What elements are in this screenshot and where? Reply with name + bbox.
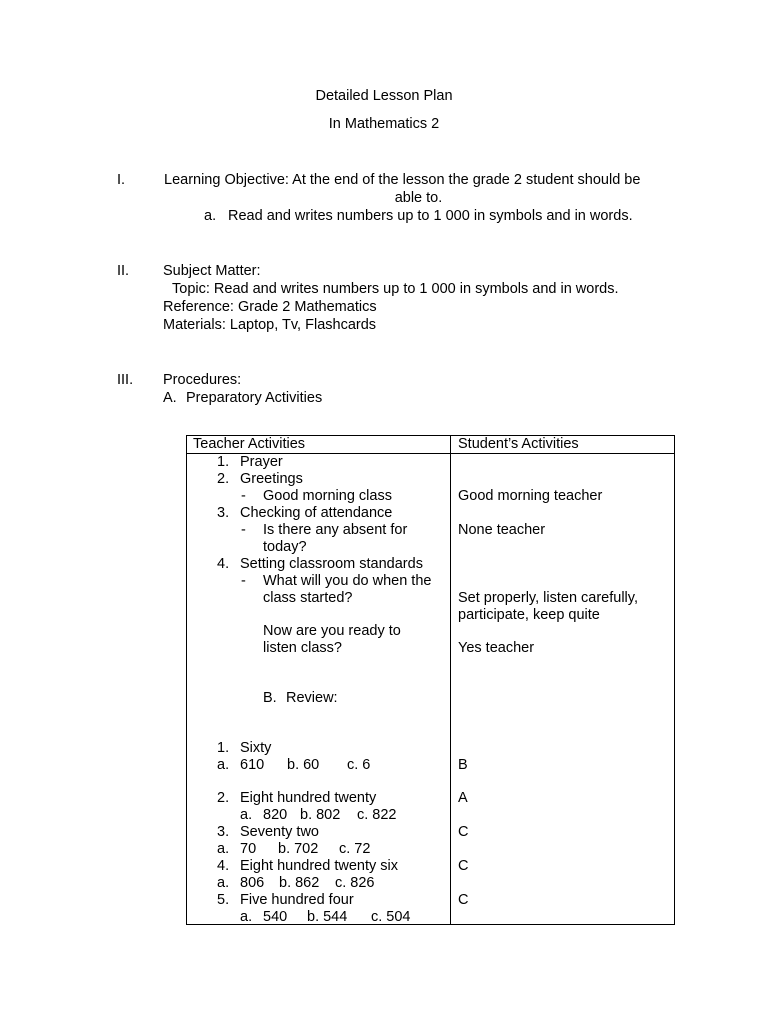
student-answer-1: B <box>458 757 468 773</box>
subject-numeral: II. <box>117 263 130 279</box>
table-body-row <box>187 454 675 925</box>
teacher-absent-line-2: today? <box>263 539 307 555</box>
list-number: 4. <box>217 556 230 572</box>
subject-reference: Reference: Grade 2 Mathematics <box>163 299 377 315</box>
procedures-numeral: III. <box>117 372 134 388</box>
procedures-heading: Procedures: <box>163 372 242 388</box>
student-activities-cell <box>451 454 675 925</box>
student-answer-2: A <box>458 790 468 806</box>
question-number: 1. <box>217 740 230 756</box>
question-text: Eight hundred twenty six <box>240 858 398 874</box>
table-header-teacher: Teacher Activities <box>187 436 451 454</box>
choice-c: c. 822 <box>357 807 397 823</box>
choice-b: b. 862 <box>279 875 320 891</box>
choice-marker: a. <box>240 909 253 925</box>
choice-marker: a. <box>217 841 230 857</box>
choice-c: c. 72 <box>339 841 371 857</box>
student-standards-line-1: Set properly, listen carefully, <box>458 590 638 606</box>
question-number: 2. <box>217 790 230 806</box>
question-number: 4. <box>217 858 230 874</box>
choice-a: 70 <box>240 841 257 857</box>
teacher-activities-cell <box>187 454 451 925</box>
objective-item-text: Read and writes numbers up to 1 000 in symbols and in words. <box>228 208 633 224</box>
objective-line-2: able to. <box>394 190 443 206</box>
choice-b: b. 544 <box>307 909 348 925</box>
activity-standards: Setting classroom standards <box>240 556 423 572</box>
question-number: 5. <box>217 892 230 908</box>
subject-materials: Materials: Laptop, Tv, Flashcards <box>163 317 377 333</box>
teacher-what-line-2: class started? <box>263 590 353 606</box>
subject-heading: Subject Matter: <box>163 263 261 279</box>
dash-bullet: - <box>241 522 246 538</box>
question-text: Five hundred four <box>240 892 354 908</box>
choice-a: 806 <box>240 875 265 891</box>
student-absent: None teacher <box>458 522 546 538</box>
question-number: 3. <box>217 824 230 840</box>
objective-numeral: I. <box>117 172 126 188</box>
activity-attendance: Checking of attendance <box>240 505 393 521</box>
choice-b: b. 802 <box>300 807 341 823</box>
activity-prayer: Prayer <box>240 454 283 470</box>
choice-a: 610 <box>240 757 265 773</box>
choice-marker: a. <box>217 875 230 891</box>
student-answer-3: C <box>458 824 469 840</box>
activities-table <box>186 435 675 925</box>
question-text: Eight hundred twenty <box>240 790 377 806</box>
objective-line-1: Learning Objective: At the end of the lesson the grade 2 student should be <box>164 172 641 188</box>
choice-c: c. 826 <box>335 875 375 891</box>
objective-item-marker: a. <box>204 208 217 224</box>
page-subtitle: In Mathematics 2 <box>328 116 440 132</box>
page-title: Detailed Lesson Plan <box>315 88 453 104</box>
list-number: 3. <box>217 505 230 521</box>
procedures-sub-heading: Preparatory Activities <box>186 390 323 406</box>
question-text: Seventy two <box>240 824 319 840</box>
choice-b: b. 702 <box>278 841 319 857</box>
review-marker: B. <box>263 690 277 706</box>
procedures-sub-marker: A. <box>163 390 177 406</box>
teacher-ready-line-1: Now are you ready to <box>263 623 401 639</box>
choice-c: c. 504 <box>371 909 411 925</box>
activity-greetings: Greetings <box>240 471 303 487</box>
teacher-what-line-1: What will you do when the <box>263 573 432 589</box>
list-number: 1. <box>217 454 230 470</box>
student-answer-4: C <box>458 858 469 874</box>
teacher-absent-line-1: Is there any absent for <box>263 522 408 538</box>
teacher-greet-line: Good morning class <box>263 488 392 504</box>
table-header-student: Student’s Activities <box>451 436 675 454</box>
review-heading: Review: <box>286 690 338 706</box>
student-ready: Yes teacher <box>458 640 535 656</box>
choice-c: c. 6 <box>347 757 371 773</box>
student-answer-5: C <box>458 892 469 908</box>
subject-topic: Topic: Read and writes numbers up to 1 000 in symbols and in words. <box>172 281 619 297</box>
question-text: Sixty <box>240 740 272 756</box>
choice-marker: a. <box>240 807 253 823</box>
teacher-ready-line-2: listen class? <box>263 640 342 656</box>
student-greet: Good morning teacher <box>458 488 603 504</box>
choice-marker: a. <box>217 757 230 773</box>
choice-b: b. 60 <box>287 757 320 773</box>
dash-bullet: - <box>241 488 246 504</box>
dash-bullet: - <box>241 573 246 589</box>
choice-a: 820 <box>263 807 288 823</box>
list-number: 2. <box>217 471 230 487</box>
choice-a: 540 <box>263 909 288 925</box>
student-standards-line-2: participate, keep quite <box>458 607 600 623</box>
table-header-row <box>187 436 675 454</box>
